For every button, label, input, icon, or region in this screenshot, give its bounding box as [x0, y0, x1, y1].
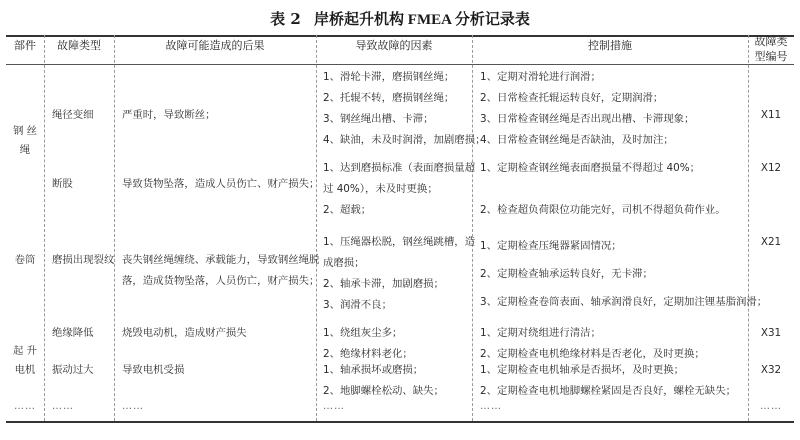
- part-wire-rope-line1: 钢 丝: [12, 125, 38, 137]
- control-line: 3、定期检查卷筒表面、轴承润滑良好，定期加注锂基脂润滑；: [480, 296, 768, 308]
- fault-type: 绳径变细: [52, 109, 94, 121]
- control-line: 4、日常检查钢丝绳是否缺油，及时加注；: [480, 134, 674, 146]
- fault-type: 绝缘降低: [52, 327, 94, 339]
- part-hoist-motor-line2: 电机: [14, 364, 36, 376]
- fault-type: 磨损出现裂纹: [52, 254, 115, 266]
- control-line: 1、定期对滑轮进行润滑；: [480, 71, 601, 83]
- column-divider: [316, 35, 317, 421]
- ellipsis: ……: [760, 401, 782, 412]
- cause-list: [323, 158, 475, 221]
- cause-list: [323, 67, 485, 151]
- control-line: [480, 179, 726, 200]
- consequence-line: 丧失钢丝绳缠绕、承载能力，导致钢丝绳脱: [122, 254, 320, 266]
- fault-code: X12: [760, 162, 782, 174]
- consequence-line: 导致电机受损: [122, 364, 185, 376]
- fault-code: X32: [760, 364, 782, 376]
- header-fault-type: 故障类型: [57, 39, 101, 52]
- fault-type: 断股: [52, 178, 73, 190]
- control-line: 1、定期检查电机轴承是否损坏，及时更换；: [480, 364, 685, 376]
- control-line: 1、定期对绕组进行清洁；: [480, 327, 601, 339]
- cause-line: 2、绝缘材料老化；: [323, 348, 413, 360]
- column-divider: [114, 35, 115, 421]
- cause-line: 1、绕组灰尘多；: [323, 327, 403, 339]
- table-number: 表 2: [270, 10, 301, 28]
- table-title: [0, 8, 800, 29]
- control-list: [480, 67, 694, 151]
- ellipsis: ……: [480, 401, 502, 412]
- cause-line: 1、压绳器松脱，钢丝绳跳槽，造: [323, 236, 476, 248]
- header-consequence: 故障可能造成的后果: [165, 39, 265, 52]
- cause-line: 过 40%），未及时更换；: [323, 183, 438, 195]
- part-wire-rope-line2: 绳: [19, 144, 31, 156]
- header-code-line1: 故障类: [754, 35, 788, 48]
- header-code-line2: 型编号: [754, 50, 788, 63]
- control-line: 2、定期检查电机绝缘材料是否老化，及时更换；: [480, 348, 705, 360]
- control-line: 1、定期检查钢丝绳表面磨损量不得超过 40%；: [480, 162, 701, 174]
- cause-line: 1、轴承损坏或磨损；: [323, 364, 424, 376]
- cause-line: 1、滑轮卡滞，磨损钢丝绳；: [323, 71, 455, 83]
- control-line: 2、定期检查轴承运转良好，无卡滞；: [480, 268, 653, 280]
- consequence-line: 烧毁电动机，造成财产损失: [122, 327, 247, 339]
- cause-line: 1、达到磨损标准（表面磨损量超: [323, 162, 476, 174]
- part-hoist-motor: [6, 342, 44, 380]
- table-top-rule: [6, 35, 794, 37]
- header-control: 控制措施: [588, 39, 632, 52]
- consequence-block: [122, 250, 319, 292]
- cause-line: 2、托辊不转，磨损钢丝绳；: [323, 92, 455, 104]
- ellipsis: ……: [52, 401, 74, 412]
- cause-list: [323, 360, 444, 402]
- column-divider: [44, 35, 45, 421]
- header-code: [748, 34, 794, 64]
- cause-line: 3、润滑不良；: [323, 299, 392, 311]
- part-ellipsis: ……: [14, 401, 36, 412]
- consequence-line: 落，造成货物坠落，人员伤亡，财产损失；: [122, 275, 320, 287]
- cause-list: [323, 232, 475, 316]
- control-list: [480, 323, 705, 365]
- cause-line: 2、地脚螺栓松动、缺失；: [323, 385, 444, 397]
- header-cause: 导致故障的因素: [355, 39, 433, 52]
- table-bottom-rule: [6, 421, 794, 423]
- control-line: 2、定期检查电机地脚螺栓紧固是否良好，螺栓无缺失；: [480, 385, 736, 397]
- fault-code: X21: [760, 236, 782, 248]
- part-wire-rope: [6, 122, 44, 160]
- fault-type: 振动过大: [52, 364, 94, 376]
- consequence-line: 导致货物坠落，造成人员伤亡、财产损失；: [122, 178, 320, 190]
- control-list: [480, 232, 767, 316]
- cause-line: 成磨损；: [323, 257, 365, 269]
- ellipsis: ……: [122, 401, 144, 412]
- control-line: 1、定期检查压绳器紧固情况；: [480, 240, 622, 252]
- table-header-rule: [6, 64, 794, 65]
- cause-line: 2、轴承卡滞，加剧磨损；: [323, 278, 444, 290]
- control-line: 2、日常检查托辊运转良好，定期润滑；: [480, 92, 664, 104]
- part-drum: 卷筒: [14, 254, 36, 266]
- control-list: [480, 360, 736, 402]
- cause-list: [323, 323, 413, 365]
- control-line: 2、检查超负荷限位功能完好，司机不得超负荷作业。: [480, 204, 726, 216]
- consequence-line: 严重时，导致断丝；: [122, 109, 216, 121]
- fault-code: X11: [760, 109, 782, 121]
- fault-code: X31: [760, 327, 782, 339]
- table-caption: 岸桥起升机构 FMEA 分析记录表: [314, 12, 530, 28]
- cause-line: 2、超载；: [323, 204, 372, 216]
- control-list: [480, 158, 726, 221]
- cause-line: 3、钢丝绳出槽、卡滞；: [323, 113, 434, 125]
- cause-line: 4、缺油，未及时润滑，加剧磨损；: [323, 134, 486, 146]
- part-hoist-motor-line1: 起 升: [12, 345, 38, 357]
- ellipsis: ……: [323, 401, 345, 412]
- header-part: 部件: [14, 39, 36, 52]
- control-line: 3、日常检查钢丝绳是否出现出槽、卡滞现象；: [480, 113, 695, 125]
